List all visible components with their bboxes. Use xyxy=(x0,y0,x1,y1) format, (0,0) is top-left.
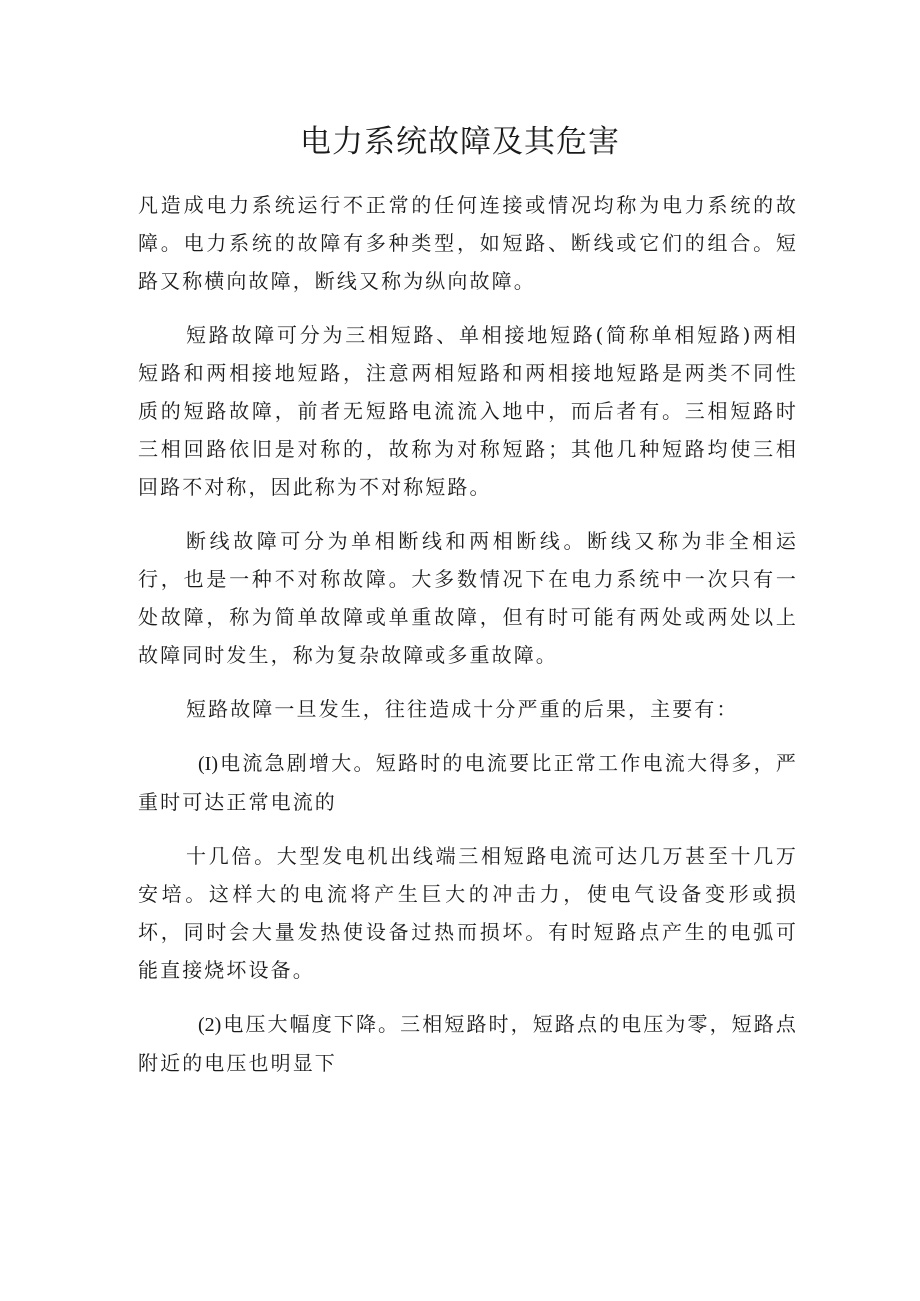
document-body xyxy=(138,186,798,1098)
list-item-number: (2) xyxy=(198,1014,222,1036)
list-item-current-increase xyxy=(138,744,798,821)
paragraph-consequences-intro: 短路故障一旦发生，往往造成十分严重的后果，主要有： xyxy=(186,697,739,721)
paragraph-short-circuit-types: 短路故障可分为三相短路、单相接地短路(简称单相短路)两相短路和两相接地短路，注意两相短路和两相接地短路是两类不同性质的短路故障，前者无短路电流流入地中，而后者有。三相短路时三相回路依旧是对称的，故称为对称短路；其他几种短路均使三相回路不对称，因此称为不对称短路。 xyxy=(138,323,798,499)
list-item-number: (I) xyxy=(198,753,218,775)
list-item-text: 电流急剧增大。短路时的电流要比正常工作电流大得多，严重时可达正常电流的 xyxy=(138,751,798,814)
list-item-voltage-drop xyxy=(138,1005,798,1082)
document-title: 电力系统故障及其危害 xyxy=(300,124,620,160)
paragraph-current-effects: 十几倍。大型发电机出线端三相短路电流可达几万甚至十几万安培。这样大的电流将产生巨大的冲击力，使电气设备变形或损坏，同时会大量发热使设备过热而损坏。有时短路点产生的电弧可能直接烧坏设备。 xyxy=(138,844,798,982)
paragraph-fault-definition: 凡造成电力系统运行不正常的任何连接或情况均称为电力系统的故障。电力系统的故障有多种类型，如短路、断线或它们的组合。短路又称横向故障，断线又称为纵向故障。 xyxy=(138,193,798,293)
paragraph-open-circuit-types: 断线故障可分为单相断线和两相断线。断线又称为非全相运行，也是一种不对称故障。大多数情况下在电力系统中一次只有一处故障，称为简单故障或单重故障，但有时可能有两处或两处以上故障同时发生，称为复杂故障或多重故障。 xyxy=(138,529,798,667)
list-item-text: 电压大幅度下降。三相短路时，短路点的电压为零，短路点附近的电压也明显下 xyxy=(138,1012,798,1075)
